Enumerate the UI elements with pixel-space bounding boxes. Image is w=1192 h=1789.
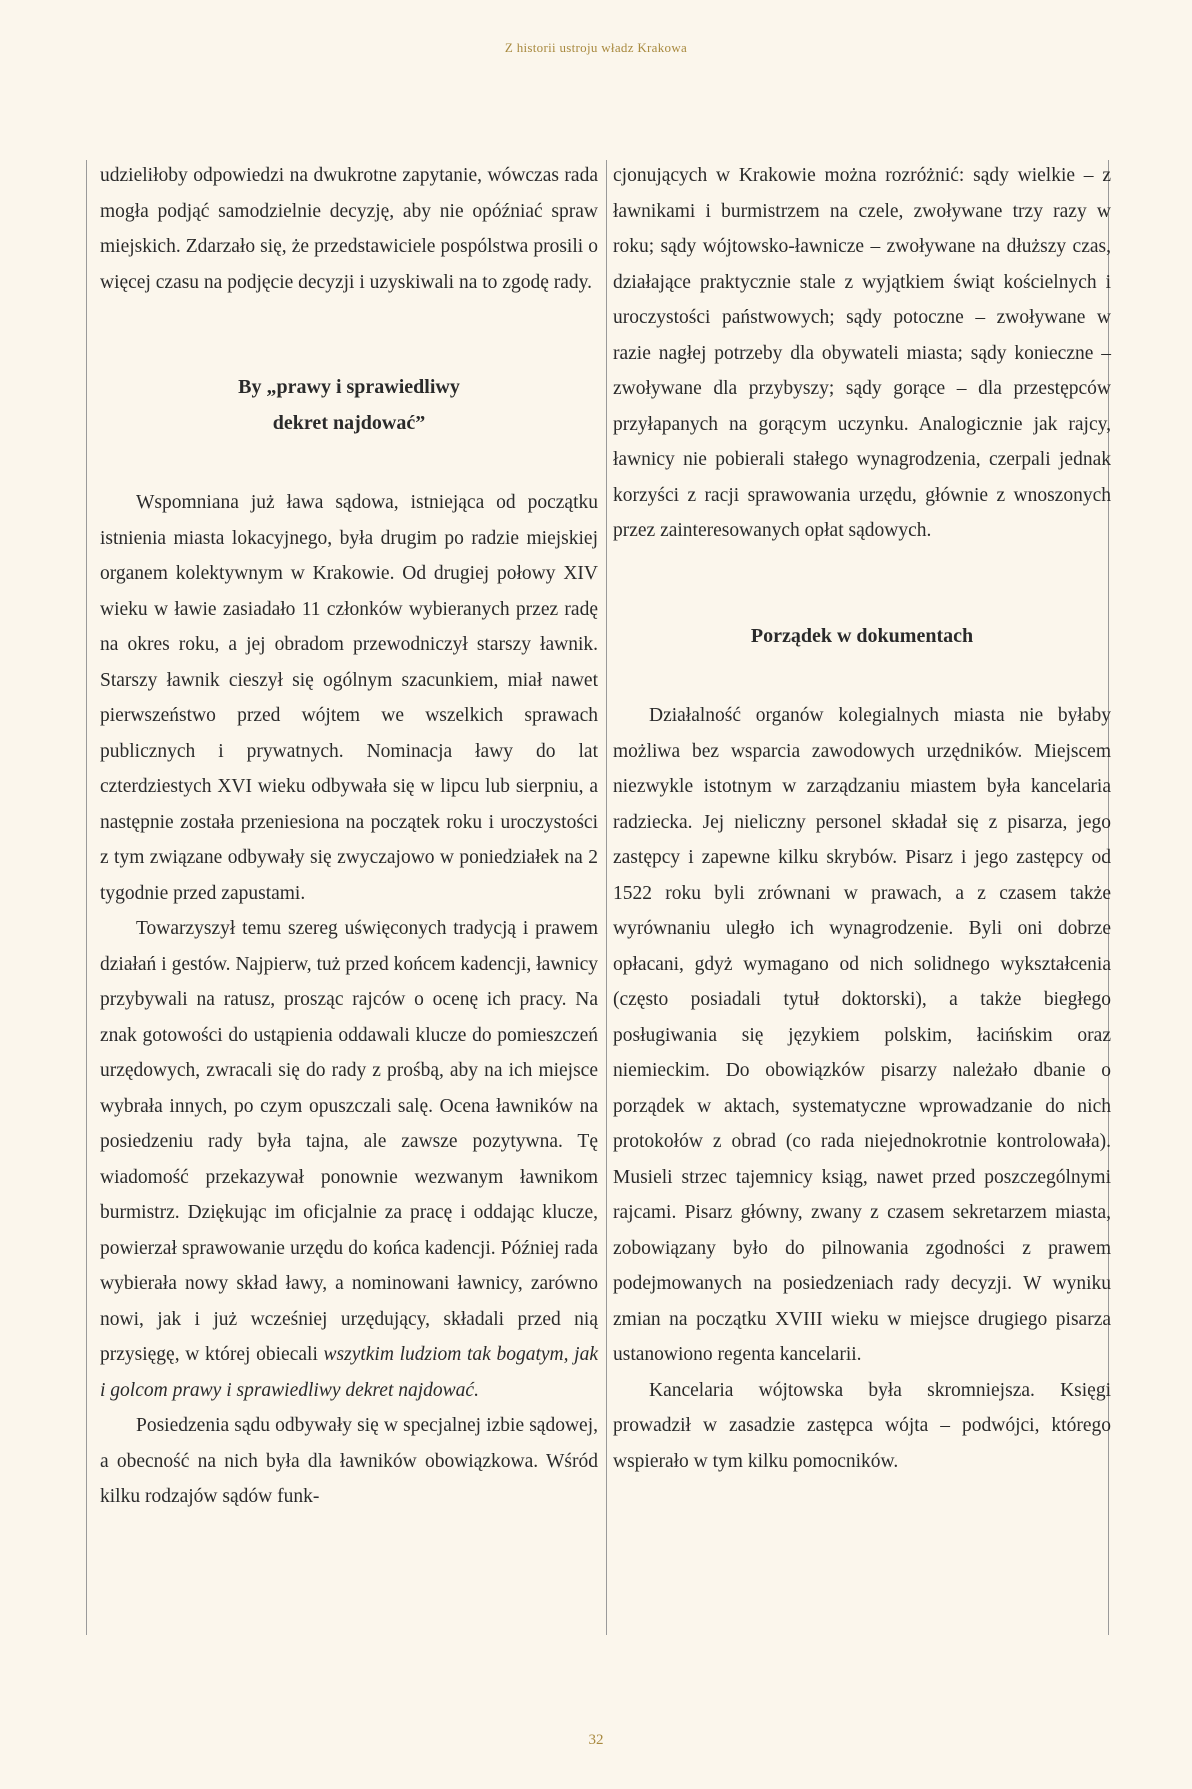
section-heading (100, 370, 598, 441)
oath-quote: wszytkim ludziom tak bogatym, jak i golcom prawy i sprawiedliwy dekret najdować. (100, 1344, 598, 1401)
paragraph-text: Towarzyszył temu szereg uświęconych tradycją i prawem działań i gestów. Najpierw, tuż przed końcem kadencji, ławnicy przybywali na ratusz, prosząc rajców o ocenę ich pracy. Na znak gotowości do ustąpienia oddawali klucze do pomieszczeń urzędowych, zwracali się do rady z prośbą, aby na ich miejsce wybrała innych, po czym opuszczali salę. Ocena ławników na posiedzeniu rady była tajna, ale zawsze pozytywna. Tę wiadomość przekazywał ponownie wezwanym ławnikom burmistrz. Dziękując im oficjalnie za pracę i oddając klucze, powierzał sprawowanie urzędu do końca kadencji. Później rada wybierała nowy skład ławy, a nominowani ławnicy, zarówno nowi, jak i już wcześniej urzędujący, składali przed nią przysięgę, w której obiecali (100, 918, 598, 1365)
left-margin-rule (86, 160, 87, 1635)
section-heading: Porządek w dokumentach (750, 624, 974, 647)
heading-line: dekret najdować” (272, 411, 426, 434)
paragraph: Posiedzenia sądu odbywały się w specjalnej izbie sądowej, a obecność na nich była dla ławników obowiązkowa. Wśród kilku rodzajów sądów funk- (100, 1415, 598, 1507)
paragraph: udzieliłoby odpowiedzi na dwukrotne zapytanie, wówczas rada mogła podjąć samodzielnie decyzję, aby nie opóźniać spraw miejskich. Zdarzało się, że przedstawiciele pospólstwa prosili o więcej czasu na podjęcie decyzji i uzyskiwali na to zgodę rady. (100, 165, 598, 293)
column-divider-rule (606, 160, 607, 1635)
paragraph: cjonujących w Krakowie można rozróżnić: sądy wielkie – z ławnikami i burmistrzem na czele, zwoływane trzy razy w roku; sądy wójtowsko-ławnicze – zwoływane na dłuższy czas, działające praktycznie stale z wyjątkiem świąt kościelnych i uroczystości państwowych; sądy potoczne – zwoływane w razie nagłej potrzeby dla obywateli miasta; sądy konieczne – zwoływane dla przybyszy; sądy gorące – dla przestępców przyłapanych na gorącym uczynku. Analogicznie jak rajcy, ławnicy nie pobierali stałego wynagrodzenia, czerpali jednak korzyści z racji sprawowania urzędu, głównie z wnoszonych przez zainteresowanych opłat sądowych. (613, 165, 1111, 541)
right-column (613, 158, 1111, 1479)
left-column (100, 158, 598, 1515)
paragraph: Kancelaria wójtowska była skromniejsza. Księgi prowadził w zasadzie zastępca wójta – podwójci, którego wspierało w tym kilku pomocników. (613, 1379, 1111, 1472)
paragraph: Wspomniana już ława sądowa, istniejąca od początku istnienia miasta lokacyjnego, była drugim po radzie miejskiej organem kolektywnym w Krakowie. Od drugiej połowy XIV wieku w ławie zasiadało 11 członków wybieranych przez radę na okres roku, a jej obradom przewodniczył starszy ławnik. Starszy ławnik cieszył się ogólnym szacunkiem, miał nawet pierwszeństwo przed wójtem we wszelkich sprawach publicznych i prywatnych. Nominacja ławy do lat czterdziestych XVI wieku odbywała się w lipcu lub sierpniu, a następnie została przeniesiona na początek roku i uroczystości z tym związane odbywały się zwyczajowo w poniedziałek na 2 tygodnie przed zapustami. (100, 492, 598, 904)
page-number: 32 (588, 1732, 604, 1748)
paragraph: Działalność organów kolegialnych miasta nie byłaby możliwa bez wsparcia zawodowych urzędników. Miejscem niezwykle istotnym w zarządzaniu miastem była kancelaria radziecka. Jej nieliczny personel składał się z pisarza, jego zastępcy i zapewne kilku skrybów. Pisarz i jego zastępcy od 1522 roku byli zrównani w prawach, a z czasem także wyrównaniu uległo ich wynagrodzenie. Byli oni dobrze opłacani, gdyż wymagano od nich solidnego wykształcenia (często posiadali tytuł doktorski), a także biegłego posługiwania się językiem polskim, łacińskim oraz niemieckim. Do obowiązków pisarzy należało dbanie o porządek w aktach, systematyczne wprowadzanie do nich protokołów z obrad (co rada niejednokrotnie kontrolowała). Musieli strzec tajemnicy ksiąg, nawet przed poszczególnymi rajcami. Pisarz główny, zwany z czasem sekretarzem miasta, zobowiązany było do pilnowania zgodności z prawem podejmowanych na posiedzeniach rady decyzji. W wyniku zmian na początku XVIII wieku w miejsce drugiego pisarza ustanowiono regenta kancelarii. (613, 705, 1111, 1365)
heading-line: By „prawy i sprawiedliwy (238, 376, 460, 398)
paragraph (100, 911, 598, 1408)
running-head: Z historii ustroju władz Krakowa (504, 40, 688, 55)
